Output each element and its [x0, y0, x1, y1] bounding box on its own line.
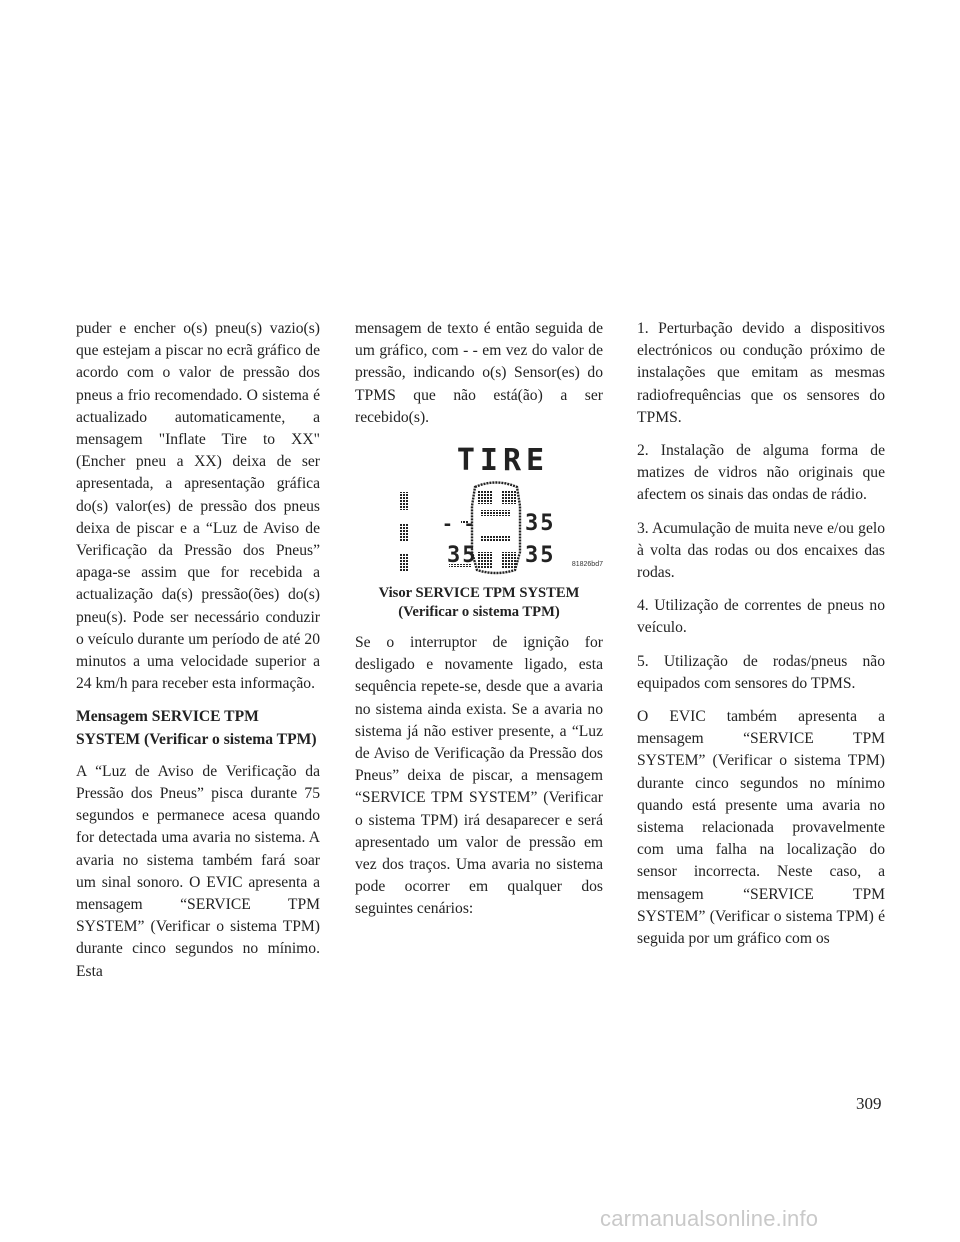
- paragraph: mensagem de texto é então seguida de um gráfico, com - - em vez do valor de pressão, indicando o(s) Sensor(es) do TPMS que não está(ão) a ser recebido(s).: [355, 320, 603, 426]
- tire-front-right: [501, 490, 517, 504]
- tire-rear-left: [477, 552, 493, 568]
- tire-markers: [477, 490, 517, 568]
- list-item: 3. Acumulação de muita neve e/ou gelo à volta das rodas ou dos encaixes das rodas.: [637, 519, 885, 582]
- windshield: [481, 510, 511, 542]
- tpm-display-figure: [355, 440, 603, 580]
- list-item: 5. Utilização de rodas/pneus não equipados com sensores do TPMS.: [637, 652, 885, 692]
- list-item: 2. Instalação de alguma forma de matizes de vidros não originais que afectem os sinais das ondas de rádio.: [637, 442, 885, 504]
- display-readout-bottom-left: 35: [447, 543, 478, 569]
- paragraph: Se o interruptor de ignição for desligado e novamente ligado, esta sequência repete-se, desde que a avaria no sistema ainda exista. Se a avaria no sistema já não estiver presente, a “Luz de Aviso de Verificação da Pressão dos Pneus” deixa de piscar, a mensagem “SERVICE TPM SYSTEM” (Verificar o sistema TPM) irá desaparecer e será apresentado um valor de pressão em vez dos traços. Uma avaria no sistema pode ocorrer em qualquer dos seguintes cenários:: [355, 634, 603, 918]
- column-left: [76, 318, 320, 994]
- column-middle: [355, 318, 603, 932]
- display-readout-top: - -: [442, 514, 475, 536]
- paragraph: O EVIC também apresenta a mensagem “SERVICE TPM SYSTEM” (Verificar o sistema TPM) durante cinco segundos no mínimo quando está presente uma avaria no sistema relacionada provavelmente com uma falha na localização do sensor incorrecta. Neste caso, a mensagem “SERVICE TPM SYSTEM” (Verificar o sistema TPM) é seguida por um gráfico com os: [637, 708, 885, 948]
- side-indicators: [399, 492, 409, 572]
- section-heading: Mensagem SERVICE TPM SYSTEM (Verificar o sistema TPM): [76, 708, 317, 748]
- paragraph: A “Luz de Aviso de Verificação da Pressão dos Pneus” pisca durante 75 segundos e permanece acesa quando for detectada uma avaria no sistema. A avaria no sistema também fará soar um sinal sonoro. O EVIC apresenta a mensagem “SERVICE TPM SYSTEM” (Verificar o sistema TPM) durante cinco segundos no mínimo. Esta: [76, 762, 320, 980]
- paragraph: puder e encher o(s) pneu(s) vazio(s) que estejam a piscar no ecrã gráfico de acordo com o valor de pressão dos pneus a frio recomendado. O sistema é actualizado automaticamente, a mensagem "Inflate Tire to XX" (Encher pneu a XX) deixa de ser apresentada, a apresentação gráfica do(s) valor(es) de pressão dos pneus deixa de piscar e a “Luz de Aviso de Verificação da Pressão dos Pneus” apaga-se assim que for recebida a actualização da(s) pressão(ões) do(s) pneu(s). Pode ser necessário conduzir o veículo durante um período de até 20 minutos a uma velocidade superior a 24 km/h para receber esta informação.: [76, 320, 320, 693]
- figure-code: 81826bd7: [571, 560, 603, 568]
- tire-rear-right: [501, 552, 517, 568]
- display-readout-bottom-right: 35: [525, 543, 556, 569]
- tire-front-left: [477, 490, 493, 504]
- display-title: TIRE: [456, 443, 550, 479]
- page-number: 309: [856, 1094, 882, 1113]
- column-right: [637, 318, 885, 961]
- list-item: 1. Perturbação devido a dispositivos electrónicos ou condução próximo de instalações que emitam as mesmas radiofrequências que os sensores do TPMS.: [637, 320, 885, 426]
- tpm-display-illustration: [355, 440, 603, 580]
- watermark: carmanualsonline.info: [600, 1206, 819, 1231]
- list-item: 4. Utilização de correntes de pneus no veículo.: [637, 597, 885, 637]
- display-readout-right: 35: [525, 511, 556, 537]
- figure-caption: Visor SERVICE TPM SYSTEM (Verificar o sistema TPM): [378, 585, 580, 621]
